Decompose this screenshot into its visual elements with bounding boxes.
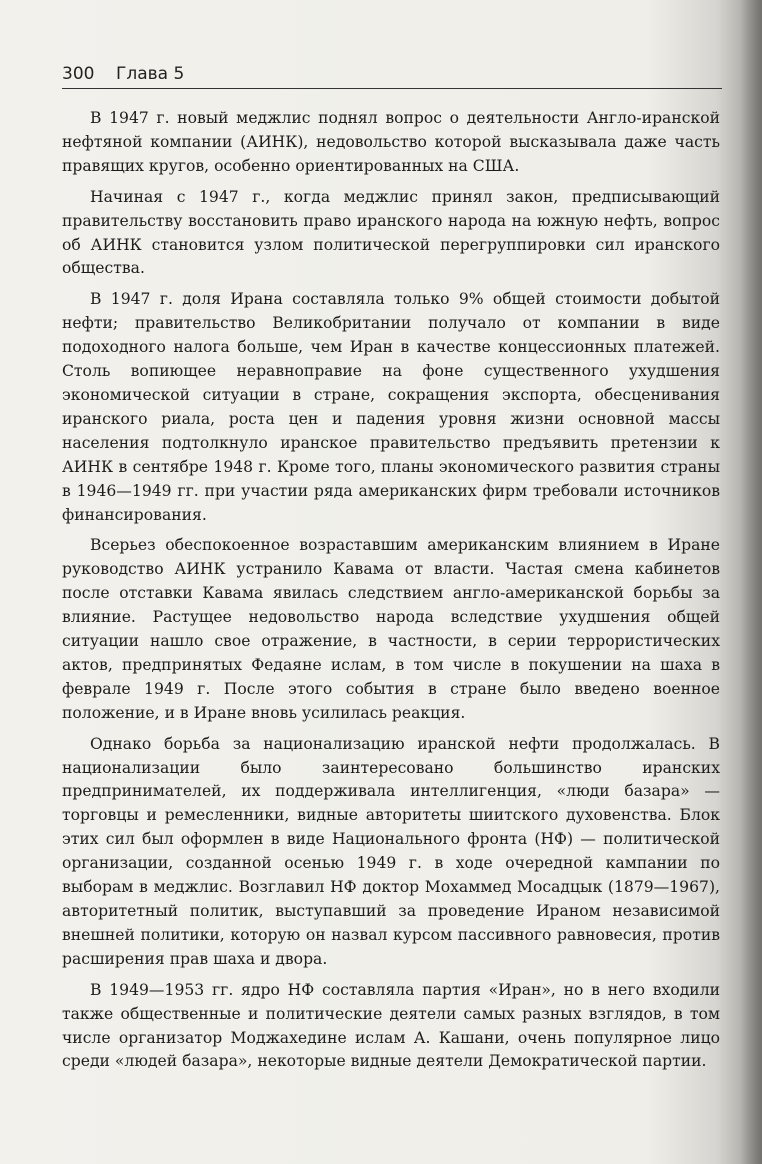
- running-header: [62, 64, 722, 89]
- body-text: [62, 107, 720, 1081]
- paragraph-3: В 1947 г. доля Ирана составляла только 9% общей стоимости добытой нефти; правительство Великобритании получало от компании в виде подоходного налога больше, чем Иран в качестве концессионных платежей. Столь вопиющее неравноправие на фоне существенного ухудшения экономической ситуации в стране, сокращения экспорта, обесценивания иранского риала, роста цен и падения уровня жизни основной массы населения подтолкнуло иранское правительство предъявить претензии к АИНК в сентябре 1948 г. Кроме того, планы экономического развития страны в 1946—1949 гг. при участии ряда американских фирм требовали источников финансирования.: [62, 290, 720, 524]
- paragraph-4: Всерьез обеспокоенное возраставшим американским влиянием в Иране руководство АИНК устранило Кавама от власти. Частая смена кабинетов после отставки Кавама явилась следствием англо-американской борьбы за влияние. Растущее недовольство народа вследствие ухудшения общей ситуации нашло свое отражение, в частности, в серии террористических актов, предпринятых Федаяне ислам, в том числе в покушении на шаха в феврале 1949 г. После этого события в стране было введено военное положение, и в Иране вновь усилилась реакция.: [62, 536, 720, 722]
- paragraph-6: В 1949—1953 гг. ядро НФ составляла партия «Иран», но в него входили также общественные и политические деятели самых разных взглядов, в том числе организатор Моджахедине ислам А. Кашани, очень популярное лицо среди «людей базара», некоторые видные деятели Демократической партии.: [62, 980, 720, 1071]
- chapter-title: Глава 5: [116, 64, 185, 84]
- page-number: 300: [62, 64, 95, 84]
- paragraph-5: Однако борьба за национализацию иранской нефти продолжалась. В национализации было заинтересовано большинство иранских предпринимателей, их поддерживала интеллигенция, «люди базара» — торговцы и ремесленники, видные авторитеты шиитского духовенства. Блок этих сил был оформлен в виде Национального фронта (НФ) — политической организации, созданной осенью 1949 г. в ходе очередной кампании по выборам в меджлис. Возглавил НФ доктор Мохаммед Мосадцык (1879—1967), авторитетный политик, выступавший за проведение Ираном независимой внешней политики, которую он назвал курсом пассивного равновесия, против расширения прав шаха и двора.: [62, 734, 720, 968]
- page-spine-shadow: [740, 0, 762, 1164]
- paragraph-2: Начиная с 1947 г., когда меджлис принял закон, предписывающий правительству восстановить право иранского народа на южную нефть, вопрос об АИНК становится узлом политической перегруппировки сил иранского общества.: [62, 187, 720, 278]
- paragraph-1: В 1947 г. новый меджлис поднял вопрос о деятельности Англо-иранской нефтяной компании (АИНК), недовольство которой высказывала даже часть правящих кругов, особенно ориентированных на США.: [62, 109, 720, 175]
